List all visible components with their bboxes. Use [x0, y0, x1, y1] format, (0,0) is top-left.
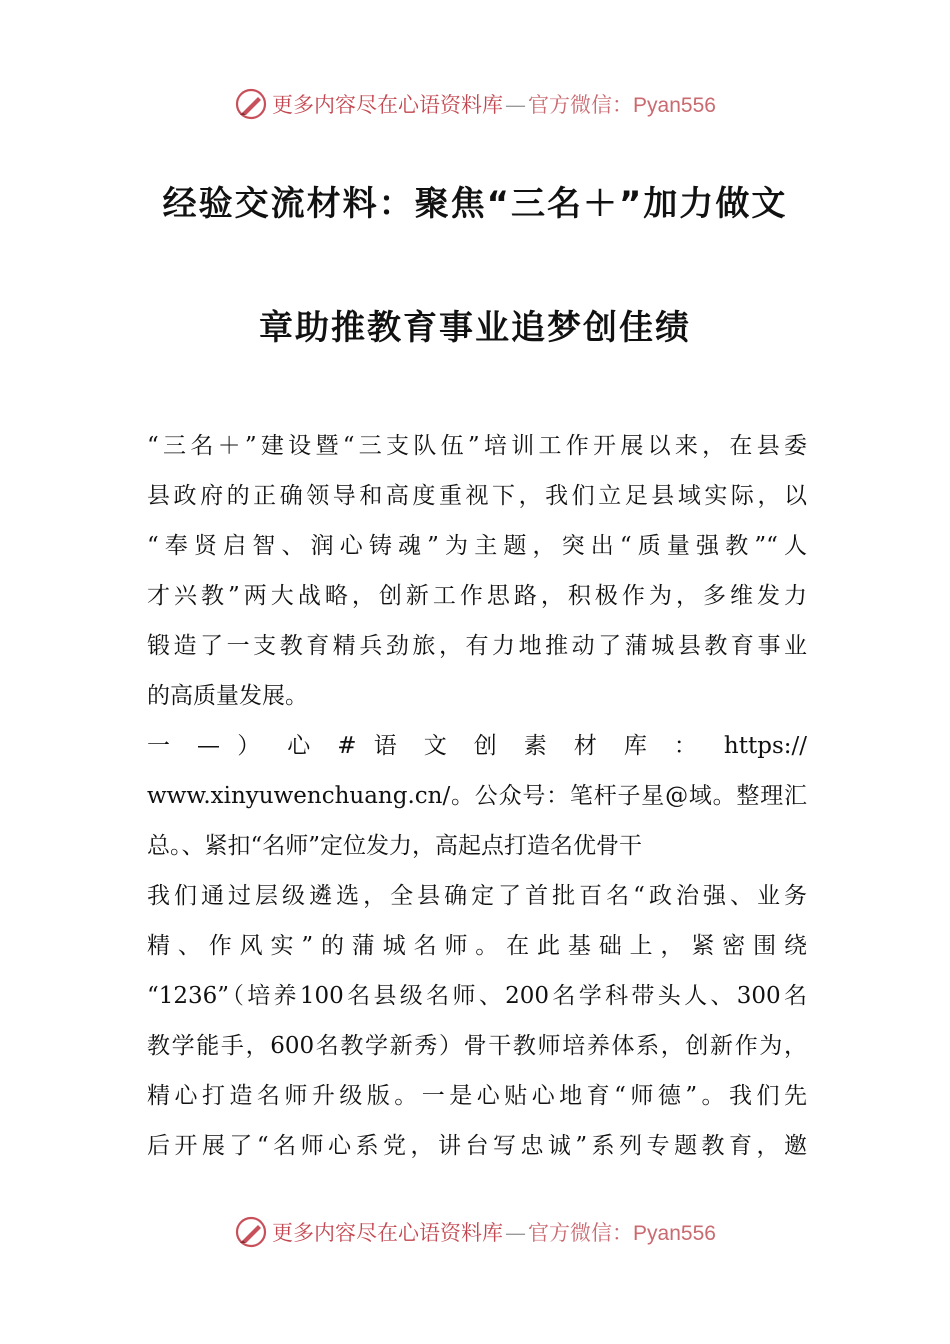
banner-dash: — [505, 93, 527, 117]
body-line-12: “1236”（培养100名县级名师、200名学科带头人、300名 [147, 983, 807, 1009]
body-line-14: 精心打造名师升级版。一是心贴心地育“师德”。我们先 [147, 1083, 807, 1109]
banner-dash: — [505, 1221, 527, 1245]
body-line-2: 县政府的正确领导和高度重视下，我们立足县域实际，以 [147, 483, 807, 509]
pen-logo-icon [234, 87, 268, 121]
pen-logo-icon [234, 1215, 268, 1249]
banner-wechat-id: Pyan556 [633, 1222, 716, 1245]
footer-banner [0, 1212, 950, 1252]
body-line-6: 的高质量发展。 [147, 683, 308, 709]
body-line-4: 才兴教”两大战略，创新工作思路，积极作为，多维发力 [147, 583, 807, 609]
body-line-10: 我们通过层级遴选，全县确定了首批百名“政治强、业务 [147, 883, 807, 909]
body-line-8: www.xinyuwenchuang.cn/。公众号：笔杆子星@域。整理汇 [147, 783, 807, 809]
body-line-5: 锻造了一支教育精兵劲旅，有力地推动了蒲城县教育事业 [147, 633, 807, 659]
banner-wechat-id: Pyan556 [633, 94, 716, 117]
banner-wechat-label: 官方微信： [528, 93, 634, 117]
body-line-1: “三名＋”建设暨“三支队伍”培训工作开展以来，在县委 [147, 433, 807, 459]
header-banner [0, 84, 950, 124]
body-line-3: “奉贤启智、润心铸魂”为主题，突出“质量强教”“人 [147, 533, 807, 559]
banner-text [272, 89, 716, 119]
doc-title-line-2: 章助推教育事业追梦创佳绩 [259, 308, 691, 348]
body-line-11: 精、作风实”的蒲城名师。在此基础上，紧密围绕 [147, 933, 807, 959]
banner-site: 更多内容尽在心语资料库 [272, 1221, 504, 1245]
doc-title-line-1: 经验交流材料：聚焦“三名＋”加力做文 [162, 184, 788, 224]
banner-site: 更多内容尽在心语资料库 [272, 93, 504, 117]
body-line-15: 后开展了“名师心系党，讲台写忠诚”系列专题教育，邀 [147, 1133, 807, 1159]
banner-text [272, 1217, 716, 1247]
banner-wechat-label: 官方微信： [528, 1221, 634, 1245]
body-line-9: 总。、紧扣“名师”定位发力，高起点打造名优骨干 [147, 833, 643, 859]
body-line-7: 一 — ） 心 # 语 文 创 素 材 库 ： https:// [147, 733, 807, 759]
body-line-13: 教学能手，600名教学新秀）骨干教师培养体系，创新作为， [147, 1033, 807, 1059]
